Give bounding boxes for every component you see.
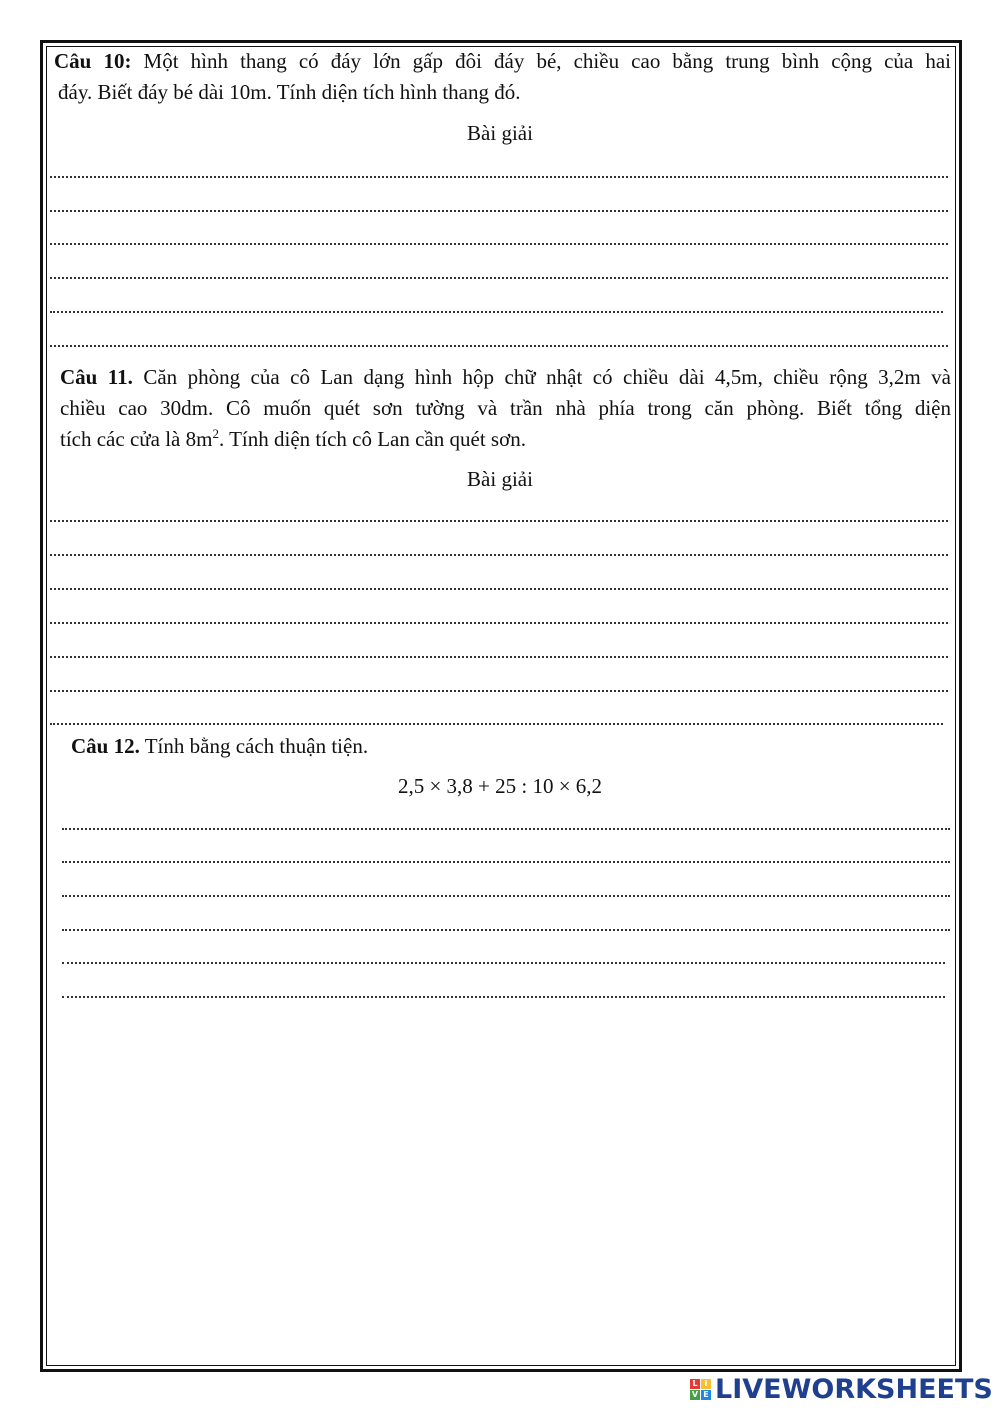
logo-letter-i: I [701, 1379, 711, 1389]
answer-line[interactable] [50, 690, 948, 692]
answer-line[interactable] [50, 588, 948, 590]
answer-line[interactable] [50, 554, 948, 556]
question-10-line-1: Một hình thang có đáy lớn gấp đôi đáy bé, chiều cao bằng trung bình cộng của hai [131, 49, 951, 73]
question-10-line-2: đáy. Biết đáy bé dài 10m. Tính diện tích hình thang đó. [58, 80, 521, 104]
question-10-solution-label: Bài giải [467, 121, 533, 145]
answer-line[interactable] [50, 723, 943, 725]
answer-line[interactable] [50, 656, 948, 658]
question-12-text: Tính bằng cách thuận tiện. [139, 734, 369, 758]
question-12-label: Câu 12. [71, 734, 140, 758]
question-10 [54, 46, 951, 108]
logo-letter-l: L [690, 1379, 700, 1389]
answer-line[interactable] [62, 929, 950, 931]
liveworksheets-logo [690, 1373, 993, 1405]
answer-line[interactable] [62, 962, 945, 964]
logo-letter-v: V [691, 1389, 699, 1399]
answer-line[interactable] [50, 176, 948, 178]
question-12 [71, 731, 931, 762]
answer-line[interactable] [62, 996, 945, 998]
question-12-expression: 2,5 × 3,8 + 25 : 10 × 6,2 [397, 774, 603, 798]
answer-line[interactable] [62, 861, 950, 863]
answer-line[interactable] [50, 345, 948, 347]
answer-line[interactable] [62, 895, 950, 897]
question-10-label: Câu 10: [54, 49, 132, 73]
answer-line[interactable] [50, 277, 948, 279]
liveworksheets-logo-text: LIVEWORKSHEETS [715, 1373, 993, 1405]
question-11-label: Câu 11. [60, 365, 133, 389]
answer-line[interactable] [50, 622, 948, 624]
question-11-line-2: chiều cao 30dm. Cô muốn quét sơn tường và trần nhà phía trong căn phòng. Biết tổng diện [60, 396, 951, 420]
answer-line[interactable] [62, 828, 950, 830]
question-11-line-3-end: . Tính diện tích cô Lan cần quét sơn. [218, 427, 526, 451]
answer-line[interactable] [50, 311, 943, 313]
liveworksheets-logo-icon [690, 1379, 711, 1400]
logo-letter-e: E [701, 1390, 711, 1400]
answer-line[interactable] [50, 243, 948, 245]
question-11-line-3-start: tích các cửa là 8m [60, 427, 213, 451]
question-11 [60, 362, 951, 455]
question-11-solution-label: Bài giải [467, 467, 533, 491]
question-11-superscript: 2 [212, 426, 219, 441]
answer-line[interactable] [50, 520, 948, 522]
question-11-line-1: Căn phòng của cô Lan dạng hình hộp chữ nhật có chiều dài 4,5m, chiều rộng 3,2m và [132, 365, 951, 389]
answer-line[interactable] [50, 210, 948, 212]
